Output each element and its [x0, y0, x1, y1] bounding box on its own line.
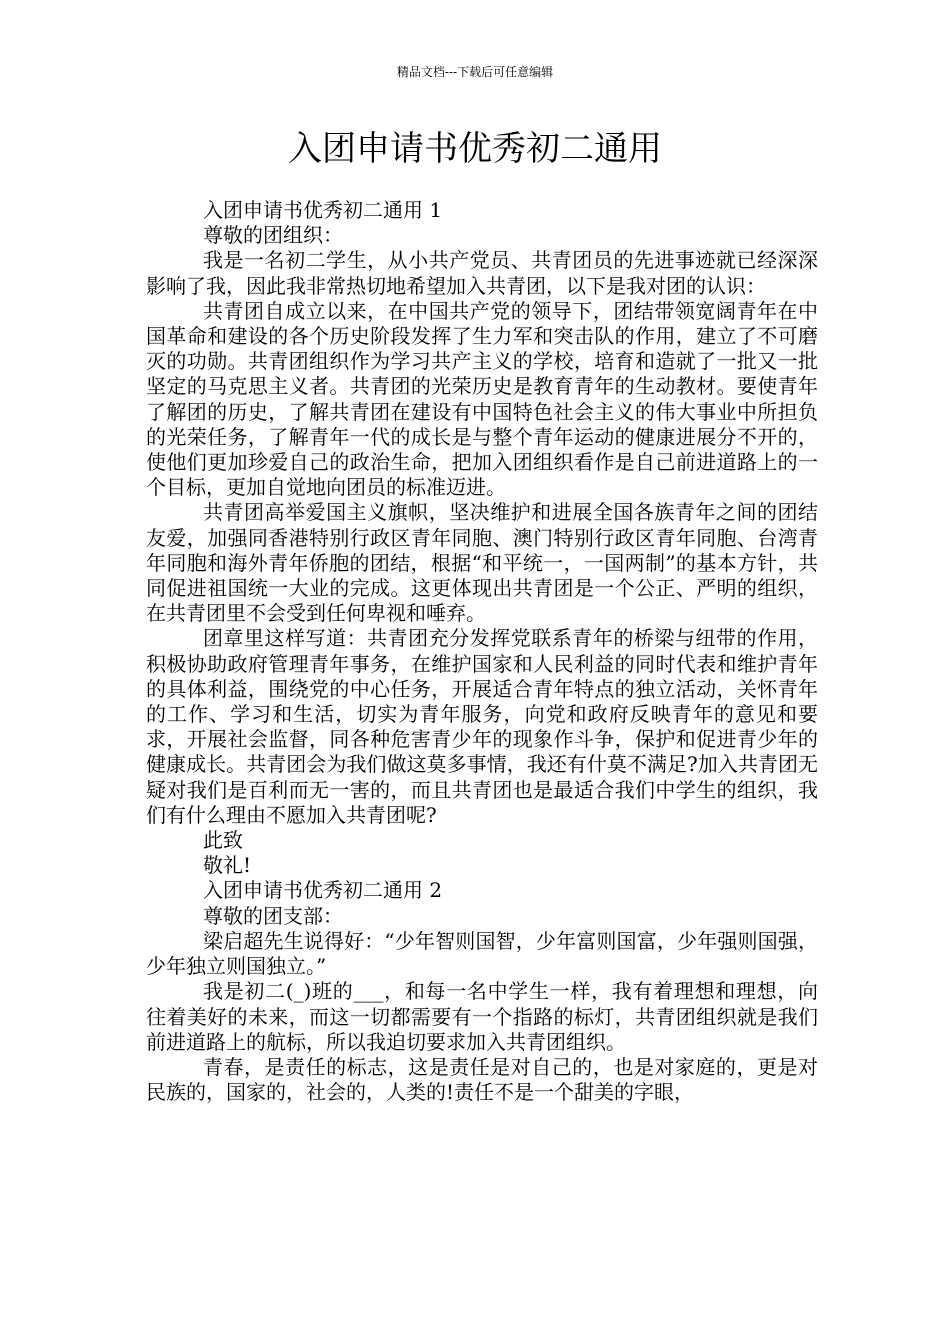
- paragraph: 我是初二(_)班的___，和每一名中学生一样，我有着理想和理想，向往着美好的未来，而这一切都需要有一个指路的标灯，共青团组织就是我们前进道路上的航标，所以我迫切要求加入共青团组织。: [146, 979, 818, 1054]
- paragraph: 青春，是责任的标志，这是责任是对自己的，也是对家庭的，更是对民族的，国家的，社会的，人类的!责任不是一个甜美的字眼，: [146, 1054, 818, 1105]
- paragraph: 共青团高举爱国主义旗帜，坚决维护和进展全国各族青年之间的团结友爱，加强同香港特别行政区青年同胞、澳门特别行政区青年同胞、台湾青年同胞和海外青年侨胞的团结，根据“和平统一，一国两制”的基本方针，共同促进祖国统一大业的完成。这更体现出共青团是一个公正、严明的组织，在共青团里不会受到任何卑视和唾弃。: [146, 500, 818, 626]
- paragraph: 梁启超先生说得好：“少年智则国智，少年富则国富，少年强则国强，少年独立则国独立。”: [146, 928, 818, 979]
- section-heading-2: 入团申请书优秀初二通用 2: [203, 878, 443, 903]
- document-body: [146, 198, 818, 1105]
- paragraph: 我是一名初二学生，从小共产党员、共青团员的先进事迹就已经深深影响了我，因此我非常热切地希望加入共青团，以下是我对团的认识：: [146, 248, 818, 298]
- paragraph: 共青团自成立以来，在中国共产党的领导下，团结带领宽阔青年在中国革命和建设的各个历史阶段发挥了生力军和突击队的作用，建立了不可磨灭的功勋。共青团组织作为学习共产主义的学校，培育和造就了一批又一批坚定的马克思主义者。共青团的光荣历史是教育青年的生动教材。要使青年了解团的历史，了解共青团在建设有中国特色社会主义的伟大事业中所担负的光荣任务，了解青年一代的成长是与整个青年运动的健康进展分不开的，使他们更加珍爱自己的政治生命，把加入团组织看作是自己前进道路上的一个目标，更加自觉地向团员的标准迈进。: [146, 298, 818, 500]
- salutation: 尊敬的团组织：: [203, 223, 343, 248]
- section-heading-1: 入团申请书优秀初二通用 1: [203, 198, 443, 222]
- document-title: 入团申请书优秀初二通用: [288, 129, 662, 169]
- page-header: 精品文档---下载后可任意编辑: [396, 65, 554, 79]
- salutation: 尊敬的团支部：: [203, 903, 343, 928]
- paragraph: 团章里这样写道：共青团充分发挥党联系青年的桥梁与纽带的作用，积极协助政府管理青年事务，在维护国家和人民利益的同时代表和维护青年的具体利益，围绕党的中心任务，开展适合青年特点的独立活动，关怀青年的工作、学习和生活，切实为青年服务，向党和政府反映青年的意见和要求，开展社会监督，同各种危害青少年的现象作斗争，保护和促进青少年的健康成长。共青团会为我们做这莫多事情，我还有什莫不满足?加入共青团无疑对我们是百利而无一害的，而且共青团也是最适合我们中学生的组织，我们有什么理由不愿加入共青团呢?: [146, 626, 818, 827]
- closing-line: 此致: [203, 828, 243, 853]
- closing-line: 敬礼!: [203, 853, 252, 878]
